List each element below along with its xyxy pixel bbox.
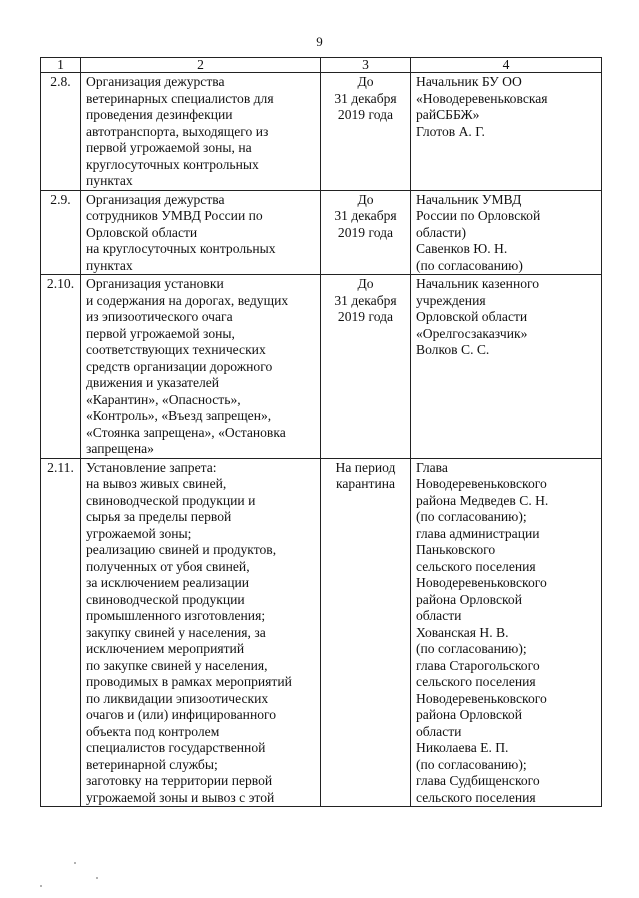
responsible-line: области) [416, 224, 466, 240]
responsible-line: Савенков Ю. Н. [416, 241, 508, 256]
measure-line: «Карантин», «Опасность», [86, 391, 241, 407]
measure-line: исключением мероприятий [86, 641, 245, 656]
column-header: 3 [321, 58, 411, 73]
scan-speck [40, 885, 42, 887]
measure-line: соответствующих технических [86, 342, 266, 357]
measure-line: Организация дежурства [86, 191, 225, 207]
responsible-line: Начальник казенного [416, 276, 540, 291]
term-line: До [357, 276, 374, 291]
measure-line: запрещена» [86, 441, 154, 456]
term-line: На период [335, 459, 396, 475]
measure-line: проводимых в рамках мероприятий [86, 674, 292, 689]
measure-line: угрожаемой зоны; [86, 525, 192, 541]
term-line: 31 декабря [334, 90, 397, 106]
item-number: 2.8. [41, 73, 81, 191]
item-number: 2.11. [41, 458, 81, 807]
responsible-line: «Орелгосзаказчик» [416, 325, 528, 341]
term-cell [321, 275, 411, 459]
responsible-line: района Орловской [416, 707, 522, 722]
responsible-line: сельского поселения [416, 674, 536, 689]
responsible-cell [411, 73, 602, 191]
responsible-line: глава Судбищенского [416, 773, 540, 788]
measure-line: очагов и (или) инфицированного [86, 707, 277, 722]
table-row [41, 458, 602, 807]
term-line: карантина [335, 476, 396, 491]
responsible-cell [411, 458, 602, 807]
measure-line: по ликвидации эпизоотических [86, 690, 269, 706]
measure-line: объекта под контролем [86, 723, 220, 739]
item-number: 2.10. [41, 275, 81, 459]
responsible-line: Паньковского [416, 542, 496, 557]
measure-line: пунктах [86, 173, 133, 188]
measure-line: свиноводческой продукции и [86, 492, 256, 508]
responsible-line: Новодеревеньковского [416, 476, 547, 491]
scan-speck [74, 862, 76, 864]
term-cell [321, 190, 411, 275]
responsible-line: области [416, 723, 462, 739]
measure-line: угрожаемой зоны и вывоз с этой [86, 789, 275, 805]
responsible-line: области [416, 608, 462, 623]
measure-line: Орловской области [86, 224, 198, 240]
column-header: 2 [81, 58, 321, 73]
measure-line: пунктах [86, 257, 133, 273]
responsible-cell [411, 275, 602, 459]
scan-speck [96, 877, 98, 879]
responsible-line: глава Старогольского [416, 657, 540, 673]
measure-line: автотранспорта, выходящего из [86, 123, 269, 139]
measure-line: закупку свиней у населения, за [86, 624, 266, 640]
measure-line: из эпизоотического очага [86, 309, 233, 324]
measure-line: круглосуточных контрольных [86, 156, 259, 172]
measure-line: «Контроль», «Въезд запрещен», [86, 408, 272, 423]
responsible-line: (по согласованию) [416, 257, 523, 273]
measure-line: «Стоянка запрещена», «Остановка [86, 424, 286, 440]
term-line: До [357, 191, 374, 207]
column-header: 4 [411, 58, 602, 73]
responsible-line: Начальник УМВД [416, 191, 522, 207]
responsible-line: (по согласованию); [416, 756, 527, 772]
responsible-line: (по согласованию); [416, 509, 527, 524]
measure-line: движения и указателей [86, 375, 220, 390]
measure-line: сырья за пределы первой [86, 509, 232, 524]
measure-line: первой угрожаемой зоны, [86, 325, 235, 341]
responsible-line: учреждения [416, 292, 486, 308]
measure-cell [81, 458, 321, 807]
responsible-line: сельского поселения [416, 789, 536, 805]
measure-line: ветеринарной службы; [86, 756, 218, 772]
measure-line: Организация установки [86, 276, 224, 291]
column-header: 1 [41, 58, 81, 73]
measure-line: за исключением реализации [86, 575, 250, 590]
term-cell [321, 73, 411, 191]
measure-line: по закупке свиней у населения, [86, 657, 268, 673]
page-number: 9 [316, 34, 323, 49]
item-number: 2.9. [41, 190, 81, 275]
measure-line: Установление запрета: [86, 459, 217, 475]
measure-cell [81, 190, 321, 275]
responsible-line: Новодеревеньковского [416, 690, 547, 706]
term-line: 2019 года [337, 107, 394, 122]
responsible-line: сельского поселения [416, 558, 536, 574]
measure-line: сотрудников УМВД России по [86, 208, 263, 223]
responsible-line: Николаева Е. П. [416, 740, 509, 755]
responsible-line: Глава [416, 459, 448, 475]
measure-line: первой угрожаемой зоны, на [86, 140, 252, 155]
responsible-line: России по Орловской [416, 208, 541, 223]
responsible-line: Глотов А. Г. [416, 123, 485, 139]
term-line: 2019 года [337, 309, 394, 324]
measure-line: реализацию свиней и продуктов, [86, 542, 277, 557]
measures-table [40, 57, 602, 807]
responsible-line: Новодеревеньковского [416, 575, 547, 590]
table-row [41, 275, 602, 459]
measure-line: заготовку на территории первой [86, 773, 273, 788]
measure-line: полученных от убоя свиней, [86, 558, 250, 574]
measure-line: специалистов государственной [86, 740, 266, 755]
responsible-line: (по согласованию); [416, 641, 527, 656]
measure-line: промышленного изготовления; [86, 608, 266, 623]
term-line: 2019 года [337, 224, 394, 240]
responsible-line: Орловской области [416, 309, 528, 324]
term-line: 31 декабря [334, 292, 397, 308]
term-cell [321, 458, 411, 807]
responsible-cell [411, 190, 602, 275]
measure-line: Организация дежурства [86, 74, 225, 89]
responsible-line: Волков С. С. [416, 342, 490, 357]
table-row [41, 73, 602, 191]
term-line: До [357, 74, 374, 89]
measure-line: свиноводческой продукции [86, 591, 245, 607]
measure-line: проведения дезинфекции [86, 107, 233, 122]
table-row [41, 190, 602, 275]
column-number-row [41, 58, 602, 73]
measure-line: ветеринарных специалистов для [86, 90, 274, 106]
measure-cell [81, 73, 321, 191]
measure-line: и содержания на дорогах, ведущих [86, 292, 289, 308]
term-line: 31 декабря [334, 208, 397, 223]
responsible-line: глава администрации [416, 525, 540, 541]
responsible-line: «Новодеревеньковская [416, 90, 548, 106]
measure-line: на вывоз живых свиней, [86, 476, 227, 491]
responsible-line: райСББЖ» [416, 107, 480, 122]
measure-line: средств организации дорожного [86, 358, 273, 374]
responsible-line: Хованская Н. В. [416, 624, 509, 640]
measure-line: на круглосуточных контрольных [86, 241, 276, 256]
responsible-line: района Медведев С. Н. [416, 492, 549, 508]
responsible-line: района Орловской [416, 591, 522, 607]
measure-cell [81, 275, 321, 459]
responsible-line: Начальник БУ ОО [416, 74, 522, 89]
measures-table-body [41, 58, 602, 807]
